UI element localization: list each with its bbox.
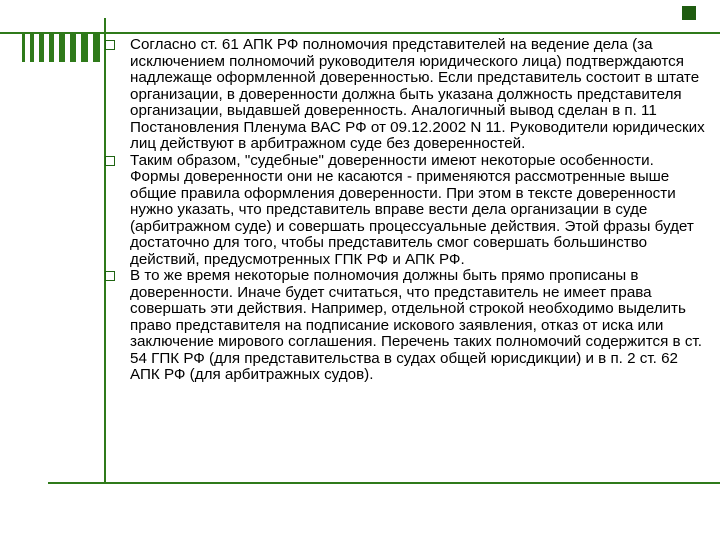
- decor-bar: [81, 32, 88, 62]
- bottom-rule: [48, 482, 720, 484]
- decor-bar: [30, 32, 34, 62]
- bullet-list: [96, 37, 706, 384]
- decor-bar: [49, 32, 54, 62]
- list-item-text: Таким образом, "судебные" доверенности имеют некоторые особенности. Формы доверенности они не касаются - применяются рассмотренные выше общие правила оформления доверенности. При этом в тексте доверенности нужно указать, что представитель вправе вести дела организации в суде (арбитражном суде) и совершать процессуальные действия. Этой фразы будет достаточно для того, чтобы представитель смог совершать большинство действий, предусмотренных ГПК РФ и АПК РФ.: [130, 151, 694, 268]
- hollow-square-bullet-icon: [105, 271, 115, 281]
- hollow-square-bullet-icon: [105, 156, 115, 166]
- list-item-text: Согласно ст. 61 АПК РФ полномочия представителей на ведение дела (за исключением полномочий руководителя юридического лица) подтверждаются надлежаще оформленной доверенностью. Если представитель состоит в штате организации, в доверенности должна быть указана должность представителя организации, выдавшей доверенность. Аналогичный вывод сделан в п. 11 Постановления Пленума ВАС РФ от 09.12.2002 N 11. Руководители юридических лиц действуют в арбитражном суде без доверенностей.: [130, 36, 705, 152]
- list-item: [96, 153, 706, 269]
- decor-bar: [70, 32, 76, 62]
- decor-bar: [22, 32, 25, 62]
- corner-square: [682, 6, 696, 20]
- decor-bar: [59, 32, 65, 62]
- decor-bar: [39, 32, 44, 62]
- top-rule: [0, 32, 720, 34]
- list-item-text: В то же время некоторые полномочия должны быть прямо прописаны в доверенности. Иначе будет считаться, что представитель не имеет права совершать эти действия. Например, отдельной строкой необходимо выделить право представителя на подписание искового заявления, отказ от иска или заключение мирового соглашения. Перечень таких полномочий содержится в ст. 54 ГПК РФ (для представительства в судах общей юрисдикции) и в п. 2 ст. 62 АПК РФ (для арбитражных судов).: [130, 267, 702, 383]
- list-item: [96, 268, 706, 384]
- hollow-square-bullet-icon: [105, 40, 115, 50]
- list-item: [96, 37, 706, 153]
